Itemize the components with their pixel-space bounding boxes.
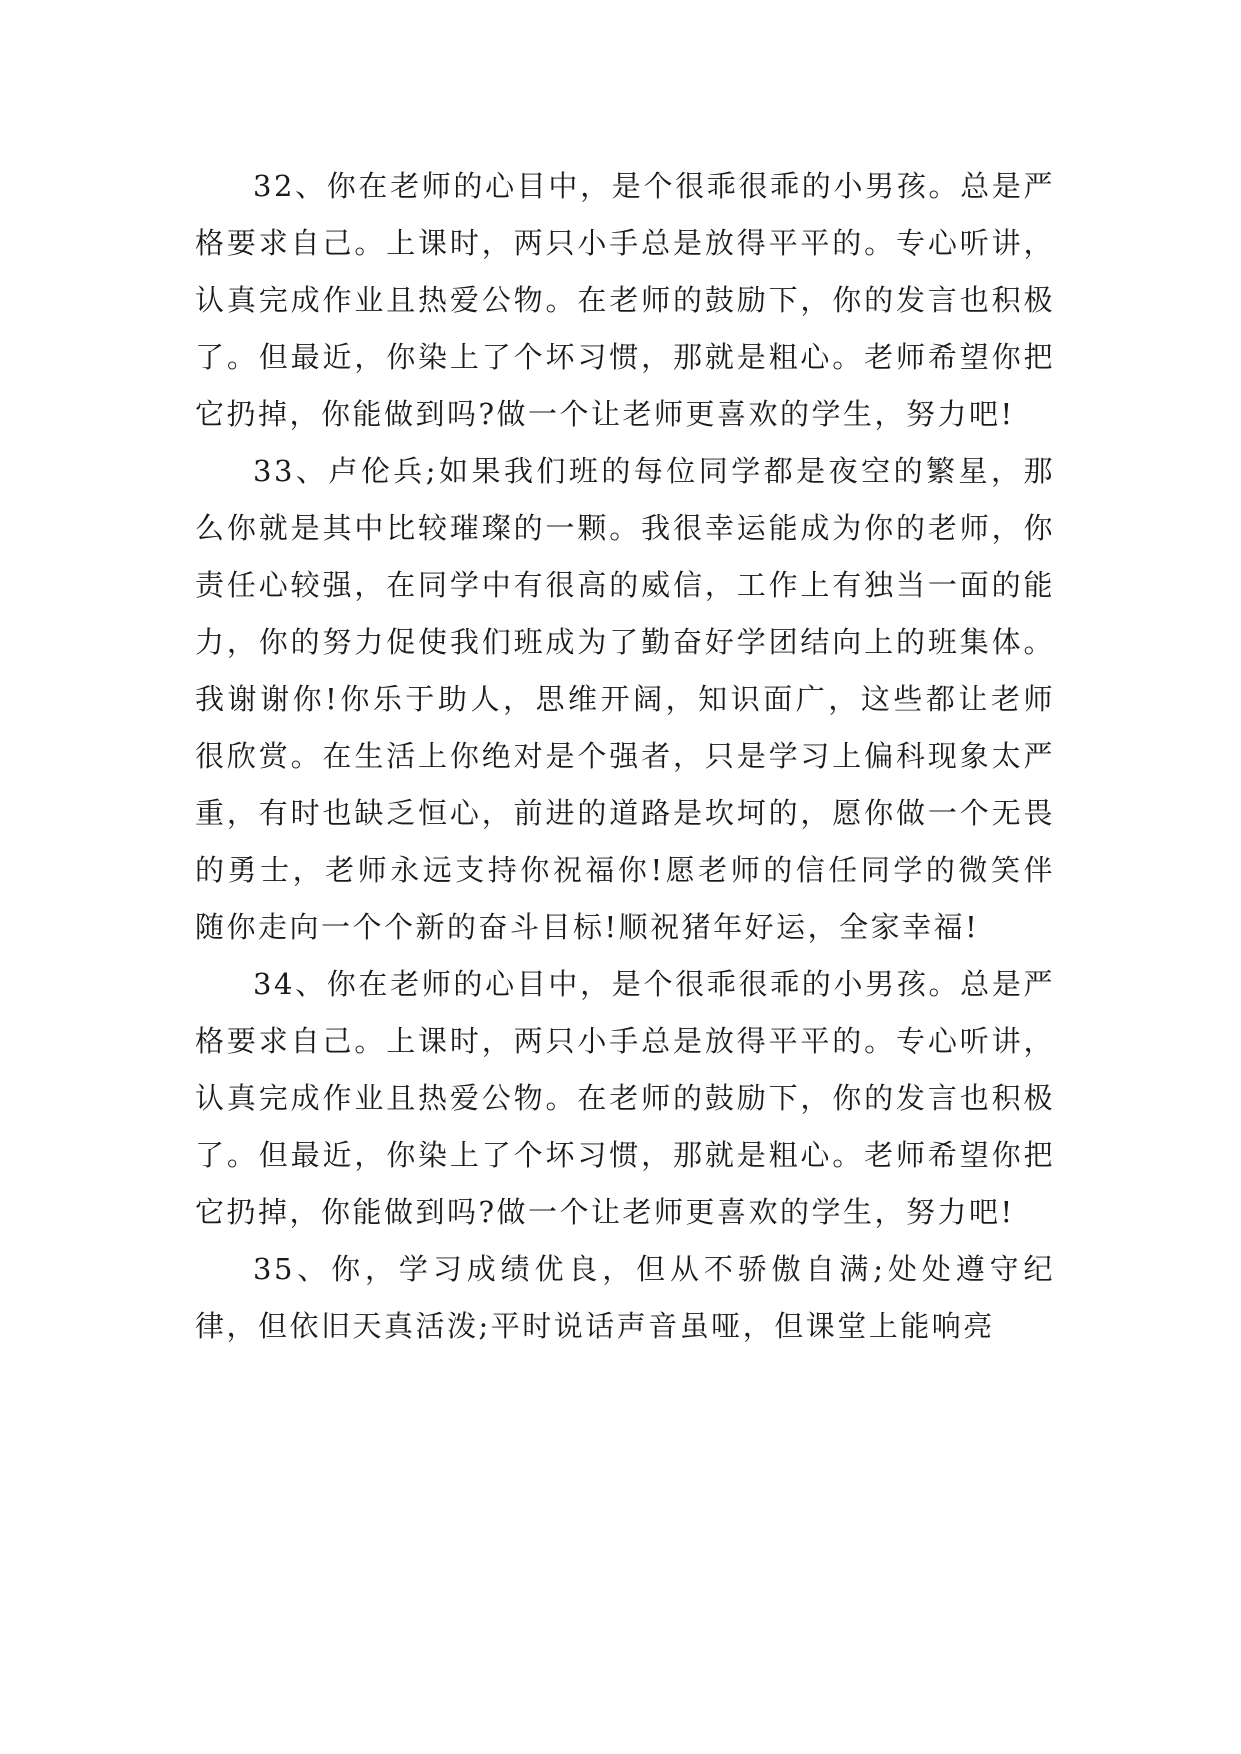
paragraph-35: 35、你，学习成绩优良，但从不骄傲自满;处处遵守纪律，但依旧天真活泼;平时说话声音虽哑，但课堂上能响亮 (195, 1252, 1055, 1343)
document-body (195, 158, 1055, 1355)
paragraph-32: 32、你在老师的心目中，是个很乖很乖的小男孩。总是严格要求自己。上课时，两只小手总是放得平平的。专心听讲，认真完成作业且热爱公物。在老师的鼓励下，你的发言也积极了。但最近，你染上了个坏习惯，那就是粗心。老师希望你把它扔掉，你能做到吗?做一个让老师更喜欢的学生，努力吧! (195, 169, 1055, 431)
paragraph-33: 33、卢伦兵;如果我们班的每位同学都是夜空的繁星，那么你就是其中比较璀璨的一颗。我很幸运能成为你的老师，你责任心较强，在同学中有很高的威信，工作上有独当一面的能力，你的努力促使我们班成为了勤奋好学团结向上的班集体。我谢谢你!你乐于助人，思维开阔，知识面广，这些都让老师很欣赏。在生活上你绝对是个强者，只是学习上偏科现象太严重，有时也缺乏恒心，前进的道路是坎坷的，愿你做一个无畏的勇士，老师永远支持你祝福你!愿老师的信任同学的微笑伴随你走向一个个新的奋斗目标!顺祝猪年好运，全家幸福! (195, 454, 1055, 944)
paragraph-34: 34、你在老师的心目中，是个很乖很乖的小男孩。总是严格要求自己。上课时，两只小手总是放得平平的。专心听讲，认真完成作业且热爱公物。在老师的鼓励下，你的发言也积极了。但最近，你染上了个坏习惯，那就是粗心。老师希望你把它扔掉，你能做到吗?做一个让老师更喜欢的学生，努力吧! (195, 967, 1055, 1229)
